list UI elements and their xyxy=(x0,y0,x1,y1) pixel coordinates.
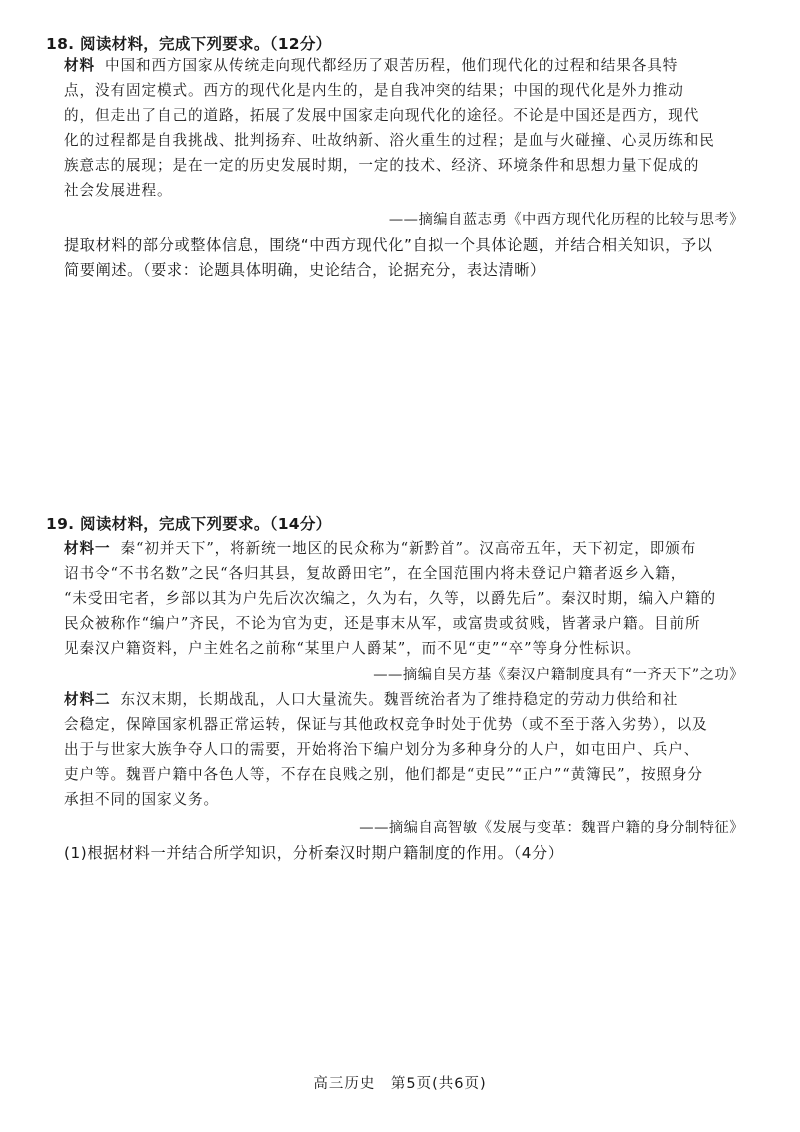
q19-subquestion-1: (1)根据材料一并结合所学知识，分析秦汉时期户籍制度的作用。（4分） xyxy=(64,844,564,862)
question-18-heading: 18. 阅读材料，完成下列要求。（12分） xyxy=(46,35,332,53)
q18-task-line: 提取材料的部分或整体信息，围绕“中西方现代化”自拟一个具体论题，并结合相关知识，予以 xyxy=(64,236,713,254)
q18-material-line: 社会发展进程。 xyxy=(64,182,173,199)
q19-material1-line xyxy=(64,539,744,559)
q19-material2-label: 材料二 xyxy=(64,691,111,708)
q19-material1-line: 民众被称作“编户”齐民，不论为官为吏，还是事末从军，或富贵或贫贱，皆著录户籍。目前所 xyxy=(64,615,701,632)
q19-material2-source: ——摘编自高智敏《发展与变革：魏晋户籍的身分制特征》 xyxy=(359,820,744,836)
q18-material-text: 中国和西方国家从传统走向现代都经历了艰苦历程，他们现代化的过程和结果各具特 xyxy=(105,57,679,74)
q19-material1-line: 诏书令“不书名数”之民“各归其县，复故爵田宅”，在全国范围内将未登记户籍者返乡入籍， xyxy=(64,565,687,582)
q19-material1-label: 材料一 xyxy=(64,540,111,557)
q19-material2-line: 会稳定，保障国家机器正常运转，保证与其他政权竞争时处于优势（或不至于落入劣势），以及 xyxy=(64,716,708,733)
q18-material-label: 材料 xyxy=(64,57,95,74)
q19-material2-line: 吏户等。魏晋户籍中各色人等，不存在良贱之别，他们都是“吏民”“正户”“黄簿民”，按照身分 xyxy=(64,766,703,783)
question-19-heading: 19. 阅读材料，完成下列要求。（14分） xyxy=(46,515,332,533)
q18-material-line: 化的过程都是自我挑战、批判扬弃、吐故纳新、浴火重生的过程；是血与火碰撞、心灵历练和民 xyxy=(64,132,715,149)
q19-material2-line: 承担不同的国家义务。 xyxy=(64,791,219,808)
q19-material2-line xyxy=(64,690,744,710)
q18-material-line: 点，没有固定模式。西方的现代化是内生的，是自我冲突的结果；中国的现代化是外力推动 xyxy=(64,82,684,99)
q18-material-line xyxy=(64,56,744,76)
q18-source: ——摘编自蓝志勇《中西方现代化历程的比较与思考》 xyxy=(388,212,744,228)
q18-material-line: 族意志的展现；是在一定的历史发展时期，一定的技术、经济、环境条件和思想力量下促成的 xyxy=(64,157,700,174)
q18-material-line: 的，但走出了自己的道路，拓展了发展中国家走向现代化的途径。不论是中国还是西方，现代 xyxy=(64,107,700,124)
q19-material2-line: 出于与世家大族争夺人口的需要，开始将治下编户划分为多种身分的人户，如屯田户、兵户、 xyxy=(64,741,700,758)
q19-material2-text: 东汉末期，长期战乱，人口大量流失。魏晋统治者为了维持稳定的劳动力供给和社 xyxy=(120,691,679,708)
q19-material1-source: ——摘编自吴方基《秦汉户籍制度具有“一齐天下”之功》 xyxy=(373,667,744,683)
q19-material1-line: “未受田宅者，乡部以其为户先后次次编之，久为右，久等，以爵先后”。秦汉时期，编入户籍的 xyxy=(64,590,716,607)
q19-material1-text: 秦“初并天下”，将新统一地区的民众称为“新黔首”。汉高帝五年，天下初定，即颁布 xyxy=(120,540,697,557)
q19-material1-line: 见秦汉户籍资料，户主姓名之前称“某里户人爵某”，而不见“吏”“卒”等身分性标识。 xyxy=(64,640,641,657)
page-footer: 高三历史 第5页(共6页) xyxy=(313,1076,487,1092)
q18-task-line: 简要阐述。（要求：论题具体明确，史论结合，论据充分，表达清晰） xyxy=(64,261,546,279)
